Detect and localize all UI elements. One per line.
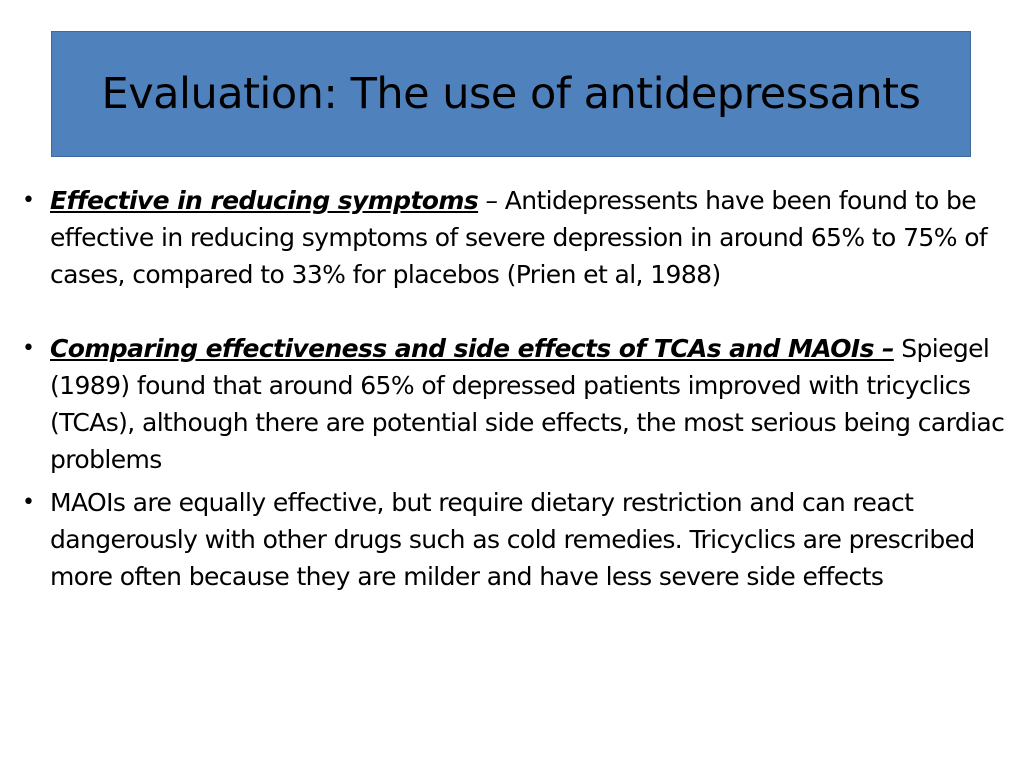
bullet-dot-icon: • <box>22 336 35 361</box>
bullet-text: Spiegel (1989) found that around 65% of depressed patients improved with tricyclics (TCAs), although there are potential side effects, the most serious being cardiac problems <box>50 334 1005 474</box>
bullet-item <box>22 484 1007 595</box>
bullet-text: MAOIs are equally effective, but require dietary restriction and can react dangerously with other drugs such as cold remedies. Tricyclics are prescribed more often because they are milder and have less severe side effects <box>50 488 975 591</box>
bullet-heading: Effective in reducing symptoms <box>50 186 479 215</box>
bullet-item <box>22 182 1007 293</box>
bullet-item <box>22 330 1007 478</box>
bullet-text: – Antidepressents have been found to be effective in reducing symptoms of severe depression in around 65% to 75% of cases, compared to 33% for placebos (Prien et al, 1988) <box>50 186 988 289</box>
bullet-dot-icon: • <box>22 188 35 213</box>
bullet-heading: Comparing effectiveness and side effects of TCAs and MAOIs – <box>50 334 894 363</box>
title-banner <box>51 31 971 157</box>
slide-title: Evaluation: The use of antidepressants <box>101 69 921 119</box>
bullet-list <box>22 182 1007 595</box>
bullet-dot-icon: • <box>22 490 35 515</box>
